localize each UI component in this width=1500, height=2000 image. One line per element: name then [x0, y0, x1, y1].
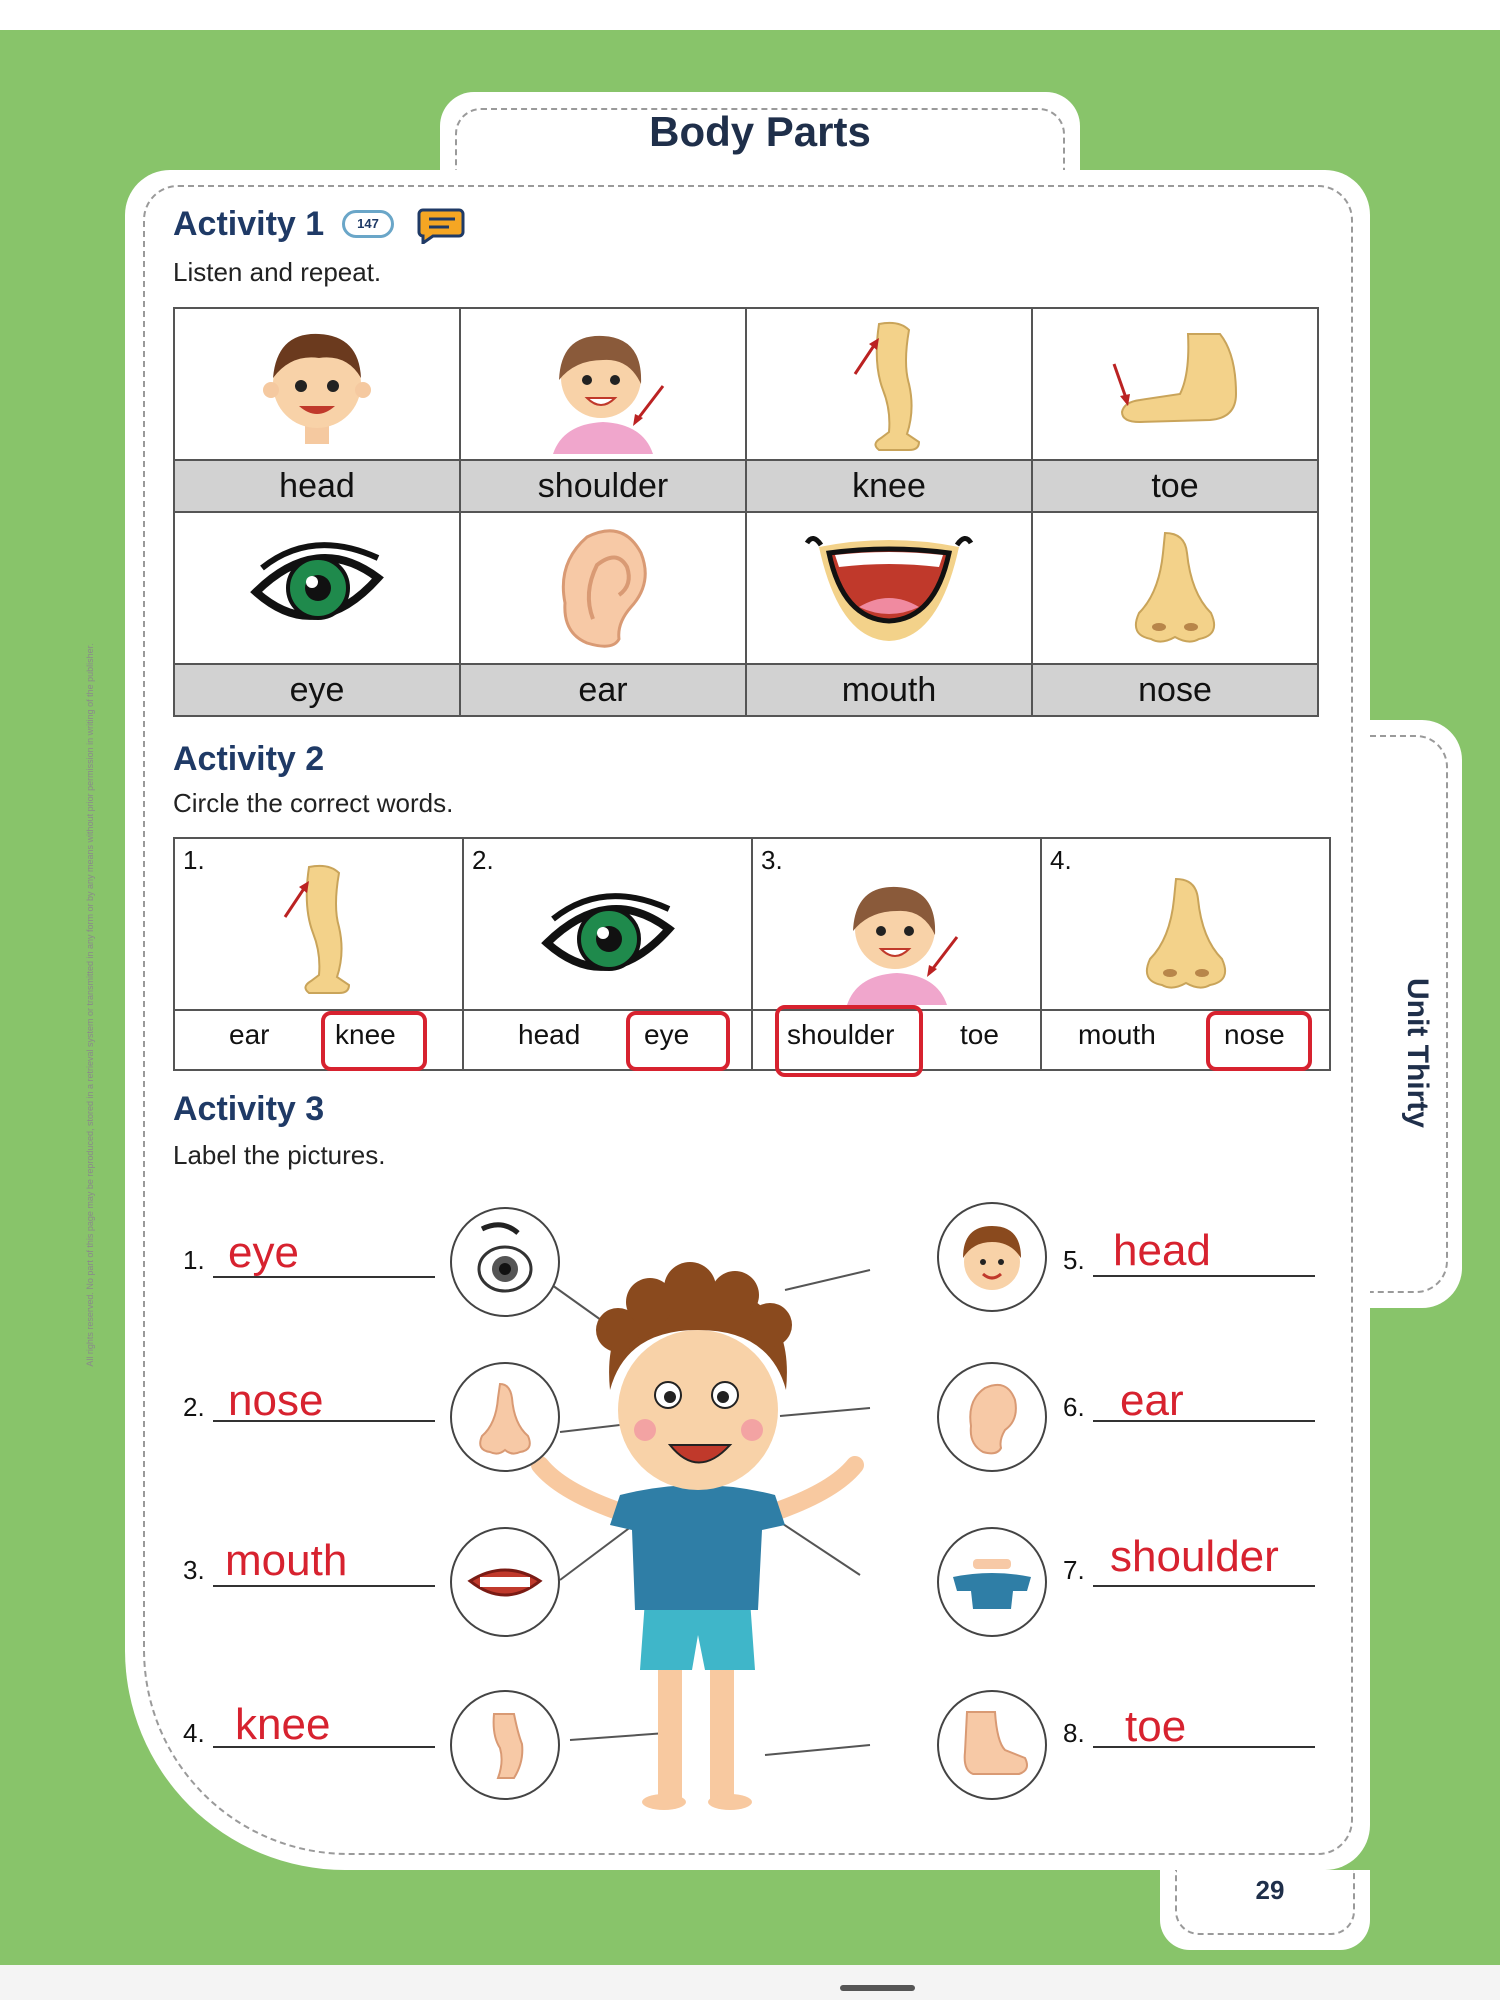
item-number: 8.	[1063, 1718, 1085, 1748]
options-cell	[752, 1010, 1041, 1070]
eye-icon	[533, 879, 683, 999]
answer-circle	[775, 1005, 923, 1077]
word-label: ear	[460, 664, 746, 716]
answer-text[interactable]: head	[1113, 1226, 1211, 1275]
speech-bubble-icon	[415, 206, 465, 244]
activity1-instruction: Listen and repeat.	[173, 257, 382, 287]
option-word[interactable]: toe	[960, 1019, 999, 1050]
ear-picture	[937, 1362, 1047, 1472]
answer-text[interactable]: knee	[235, 1700, 331, 1749]
item-number: 5.	[1063, 1245, 1085, 1275]
eye-picture	[450, 1207, 560, 1317]
item-number: 2.	[183, 1392, 205, 1422]
eye-icon	[452, 1209, 558, 1315]
nose-icon	[452, 1364, 558, 1470]
answer-text[interactable]: eye	[228, 1228, 299, 1277]
options-cell	[463, 1010, 752, 1070]
question-cell	[463, 838, 752, 1010]
activity2-grid	[173, 837, 1331, 1071]
answer-text[interactable]: nose	[228, 1376, 324, 1425]
ear-icon	[543, 523, 663, 653]
option-word[interactable]: knee	[335, 1019, 396, 1050]
nose-icon	[1126, 864, 1246, 1004]
copyright-notice: All rights reserved. No part of this page may be reproduced, stored in a retrieval system or transmitted in any form or by any means without prior permission in writing of the publisher.	[85, 643, 95, 1367]
shoulder-icon	[939, 1529, 1045, 1635]
item-number: 4.	[183, 1718, 205, 1748]
picture-cell	[746, 308, 1032, 460]
question-cell	[174, 838, 463, 1010]
mouth-icon	[452, 1529, 558, 1635]
activity3-instruction: Label the pictures.	[173, 1140, 386, 1170]
word-label: toe	[1032, 460, 1318, 512]
activity1-grid	[173, 307, 1319, 717]
unit-label: Unit Thirty	[1401, 978, 1434, 1128]
word-label: knee	[746, 460, 1032, 512]
page-number: 29	[1255, 1875, 1285, 1905]
picture-cell	[746, 512, 1032, 664]
question-number: 1.	[183, 845, 205, 875]
item-number: 6.	[1063, 1392, 1085, 1422]
picture-cell	[1032, 512, 1318, 664]
toe-picture	[937, 1690, 1047, 1800]
answer-text[interactable]: mouth	[225, 1536, 348, 1585]
picture-cell	[174, 512, 460, 664]
word-label: nose	[1032, 664, 1318, 716]
knee-icon	[452, 1692, 558, 1798]
picture-cell	[460, 308, 746, 460]
options-cell	[174, 1010, 463, 1070]
activity2-heading: Activity 2	[173, 740, 325, 778]
option-word[interactable]: ear	[229, 1019, 270, 1050]
ear-icon	[939, 1364, 1045, 1470]
option-word[interactable]: eye	[644, 1019, 690, 1050]
shoulder-icon	[533, 314, 673, 454]
item-number: 1.	[183, 1245, 205, 1275]
answer-circle	[1206, 1011, 1312, 1071]
word-label: head	[174, 460, 460, 512]
activity2-instruction: Circle the correct words.	[173, 788, 454, 818]
mouth-icon	[789, 523, 989, 653]
picture-cell	[1032, 308, 1318, 460]
question-cell	[752, 838, 1041, 1010]
head-picture	[937, 1202, 1047, 1312]
head-icon	[939, 1204, 1045, 1310]
toe-icon	[1100, 314, 1250, 454]
bottom-strip	[0, 1965, 1500, 2000]
question-number: 2.	[472, 845, 494, 875]
nose-picture	[450, 1362, 560, 1472]
nose-icon	[1115, 523, 1235, 653]
options-cell	[1041, 1010, 1330, 1070]
word-label: mouth	[746, 664, 1032, 716]
shoulder-icon	[827, 865, 967, 1005]
question-cell	[1041, 838, 1330, 1010]
option-word[interactable]: mouth	[1078, 1019, 1156, 1050]
eye-icon	[242, 528, 392, 648]
answer-line	[1093, 1585, 1315, 1587]
question-number: 3.	[761, 845, 783, 875]
shoulder-picture	[937, 1527, 1047, 1637]
answer-circle	[321, 1011, 427, 1071]
home-indicator[interactable]	[840, 1985, 915, 1991]
picture-cell	[174, 308, 460, 460]
knee-icon	[249, 847, 389, 1007]
knee-picture	[450, 1690, 560, 1800]
answer-text[interactable]: toe	[1125, 1702, 1187, 1751]
option-word[interactable]: shoulder	[787, 1019, 895, 1050]
knee-icon	[819, 314, 959, 454]
activity3-heading: Activity 3	[173, 1090, 325, 1128]
picture-cell	[460, 512, 746, 664]
toe-icon	[939, 1692, 1045, 1798]
item-number: 3.	[183, 1555, 205, 1585]
option-word[interactable]: nose	[1224, 1019, 1285, 1050]
mouth-picture	[450, 1527, 560, 1637]
activity1-heading: Activity 1	[173, 205, 325, 243]
answer-text[interactable]: ear	[1120, 1376, 1184, 1425]
head-icon	[247, 314, 387, 454]
page-title: Body Parts	[649, 108, 871, 155]
word-label: eye	[174, 664, 460, 716]
item-number: 7.	[1063, 1555, 1085, 1585]
answer-circle	[626, 1011, 730, 1071]
question-number: 4.	[1050, 845, 1072, 875]
option-word[interactable]: head	[518, 1019, 581, 1050]
answer-text[interactable]: shoulder	[1110, 1532, 1279, 1581]
word-label: shoulder	[460, 460, 746, 512]
audio-track-icon[interactable]: 147	[342, 210, 394, 238]
